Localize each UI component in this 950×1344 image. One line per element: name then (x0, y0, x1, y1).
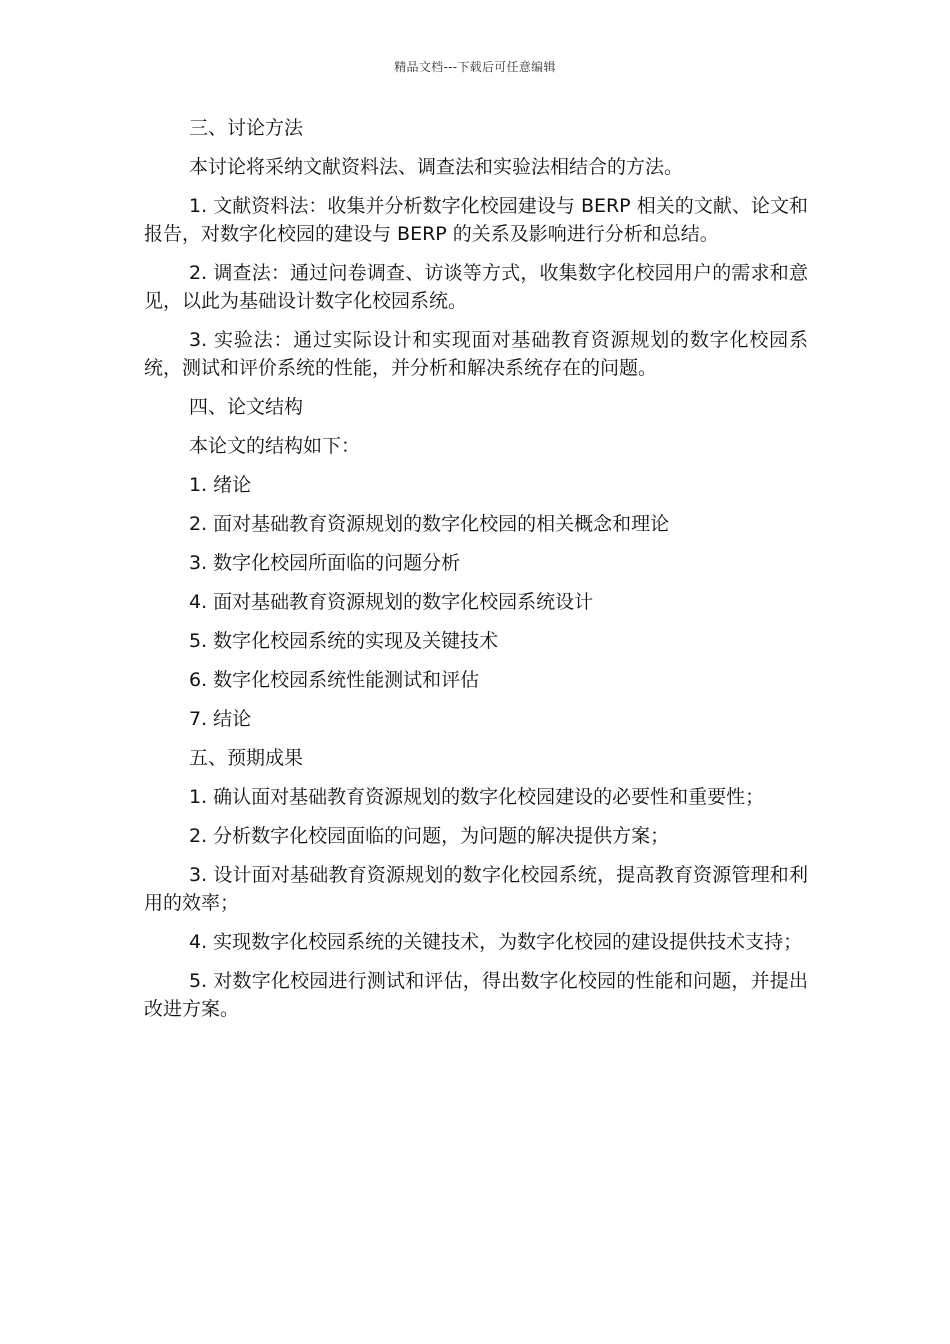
list-item: 6. 数字化校园系统性能测试和评估 (189, 669, 480, 691)
paragraph: 3. 实验法：通过实际设计和实现面对基础教育资源规划的数字化校园系统，测试和评价系统的性能，并分析和解决系统存在的问题。 (144, 329, 808, 379)
document-body (144, 114, 808, 1034)
list-item: 5. 数字化校园系统的实现及关键技术 (189, 630, 499, 652)
section-heading-methods: 三、讨论方法 (189, 117, 304, 139)
list-item: 5. 对数字化校园进行测试和评估，得出数字化校园的性能和问题，并提出改进方案。 (144, 970, 808, 1020)
list-item: 4. 实现数字化校园系统的关键技术，为数字化校园的建设提供技术支持； (189, 931, 803, 953)
list-item: 1. 确认面对基础教育资源规划的数字化校园建设的必要性和重要性； (189, 786, 765, 808)
list-item: 4. 面对基础教育资源规划的数字化校园系统设计 (189, 591, 594, 613)
paragraph: 本讨论将采纳文献资料法、调查法和实验法相结合的方法。 (189, 156, 684, 178)
page-header: 精品文档---下载后可任意编辑 (394, 60, 556, 74)
paragraph: 1. 文献资料法：收集并分析数字化校园建设与 BERP 相关的文献、论文和报告，对数字化校园的建设与 BERP 的关系及影响进行分析和总结。 (144, 195, 808, 245)
paragraph: 本论文的结构如下： (189, 435, 361, 457)
section-heading-outcomes: 五、预期成果 (189, 747, 304, 769)
list-item: 1. 绪论 (189, 474, 252, 496)
list-item: 2. 分析数字化校园面临的问题，为问题的解决提供方案； (189, 825, 670, 847)
section-heading-structure: 四、论文结构 (189, 396, 304, 418)
paragraph: 2. 调查法：通过问卷调查、访谈等方式，收集数字化校园用户的需求和意见，以此为基础设计数字化校园系统。 (144, 262, 808, 312)
list-item: 3. 设计面对基础教育资源规划的数字化校园系统，提高教育资源管理和利用的效率； (144, 864, 808, 914)
list-item: 3. 数字化校园所面临的问题分析 (189, 552, 461, 574)
list-item: 2. 面对基础教育资源规划的数字化校园的相关概念和理论 (189, 513, 670, 535)
list-item: 7. 结论 (189, 708, 252, 730)
